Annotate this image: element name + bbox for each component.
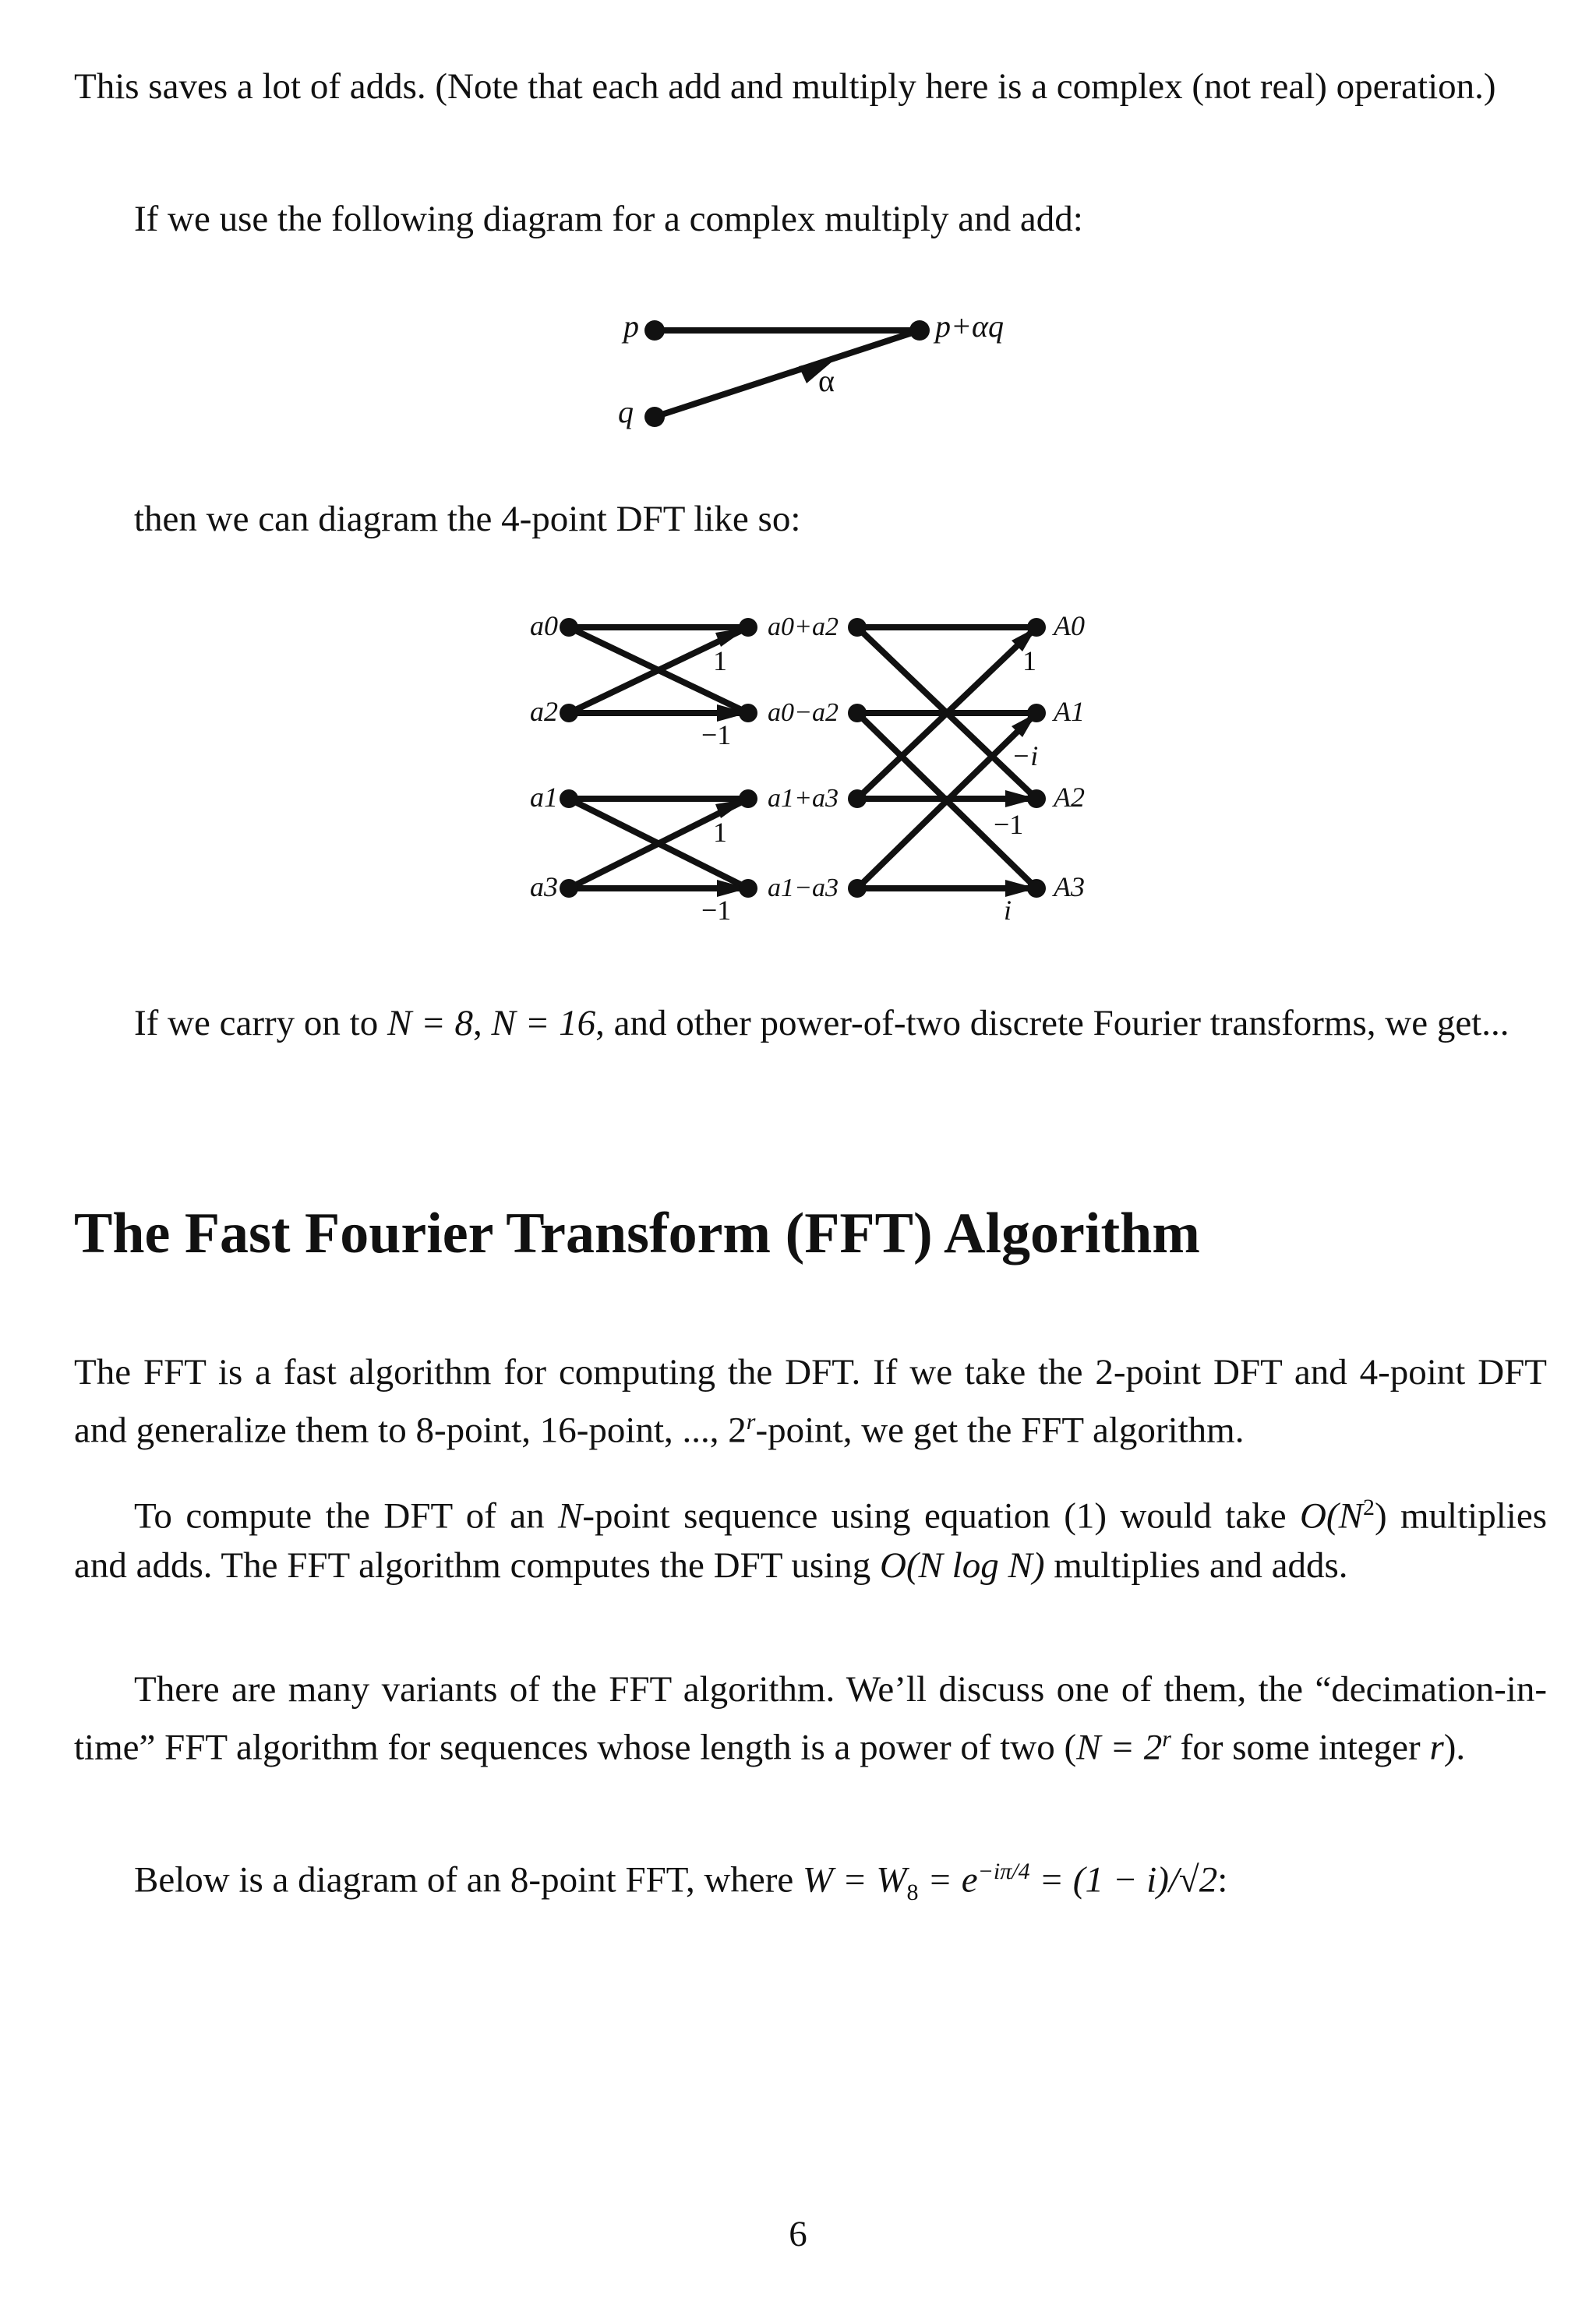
output-label: A0 <box>1054 610 1085 641</box>
text-fragment: ) <box>1374 1495 1387 1537</box>
text-fragment: , <box>473 1003 492 1043</box>
output-label: A1 <box>1054 696 1085 727</box>
text-fragment: The FFT is a fast algorithm for computing the DFT. If we take the 2-point DFT and 4-point DFT and generalize them to 8-point, 16-point, ..., 2 <box>74 1352 1547 1451</box>
weight-label: i <box>1004 895 1012 926</box>
node <box>560 789 578 808</box>
middle-label: a0+a2 <box>768 612 839 641</box>
subscript-8: 8 <box>906 1880 919 1906</box>
weight-label: 1 <box>713 817 727 848</box>
node <box>848 879 867 898</box>
paragraph-8point-intro <box>74 1847 1547 1917</box>
math-n-eq-2: N = 2 <box>1076 1727 1163 1768</box>
text-fragment: for some integer <box>1171 1727 1430 1768</box>
middle-label: a0−a2 <box>768 698 839 727</box>
paragraph-diagram-intro <box>74 195 1547 244</box>
text-fragment: : <box>1217 1859 1228 1901</box>
weight-label: 1 <box>1022 645 1036 676</box>
multiply-add-diagram <box>0 296 1596 452</box>
node <box>1027 879 1046 898</box>
node <box>1027 618 1046 637</box>
node <box>1027 704 1046 722</box>
math-n: N <box>558 1495 583 1537</box>
label-p: p <box>623 309 639 344</box>
text-fragment: -point sequence using equation (1) would take <box>582 1495 1300 1537</box>
weight-label: −i <box>1012 740 1039 771</box>
node-q <box>644 407 665 427</box>
input-label: a0 <box>530 610 558 641</box>
node <box>560 704 578 722</box>
superscript-r: r <box>1162 1726 1171 1752</box>
paragraph-adds-note <box>74 62 1547 111</box>
paragraph-complexity <box>74 1483 1547 1590</box>
input-label: a1 <box>530 782 558 813</box>
node-p <box>644 320 665 341</box>
weight-label: 1 <box>713 645 727 676</box>
node <box>739 879 757 898</box>
node <box>560 879 578 898</box>
input-label: a2 <box>530 696 558 727</box>
weight-label: −1 <box>994 809 1024 840</box>
text-fragment: If we carry on to <box>134 1003 387 1043</box>
output-label: A2 <box>1054 782 1085 813</box>
paragraph-dft-intro <box>74 495 1547 544</box>
superscript-exponent: −iπ/4 <box>977 1859 1030 1884</box>
paragraph-text: If we use the following diagram for a complex multiply and add: <box>134 199 1083 239</box>
weight-label: −1 <box>701 719 732 750</box>
text-fragment: , and other power-of-two discrete Fourier transforms, we get... <box>595 1003 1509 1043</box>
math-w-eq: W = W <box>803 1859 907 1901</box>
label-result: p+αq <box>935 309 1004 344</box>
math-eq-e: = e <box>918 1859 978 1901</box>
edge-q <box>655 330 920 417</box>
text-fragment: Below is a diagram of an 8-point FFT, where <box>134 1859 803 1901</box>
text-fragment: There are many variants of the FFT algorithm. We’ll discuss one of them, the “decimation-in-time” FFT algorithm for sequences whose length is a power of two ( <box>74 1669 1547 1768</box>
math-o-nlogn: O(N log N) <box>879 1544 1045 1586</box>
superscript-r: r <box>746 1409 756 1435</box>
paragraph-carry-on <box>74 999 1547 1048</box>
node <box>848 618 867 637</box>
paragraph-text: then we can diagram the 4-point DFT like so: <box>134 499 801 539</box>
text-fragment: ). <box>1443 1727 1466 1768</box>
node-result <box>909 320 930 341</box>
node <box>739 704 757 722</box>
node <box>739 789 757 808</box>
weight-label: −1 <box>701 895 732 926</box>
middle-label: a1−a3 <box>768 874 839 902</box>
input-label: a3 <box>530 871 558 902</box>
label-q: q <box>618 394 634 429</box>
text-fragment: multiplies and adds. <box>1044 1544 1348 1586</box>
node <box>848 789 867 808</box>
paragraph-variants <box>74 1665 1547 1773</box>
output-label: A3 <box>1054 871 1085 902</box>
math-n-eq-16: N = 16 <box>491 1003 596 1043</box>
paragraph-fft-intro <box>74 1348 1547 1456</box>
section-heading: The Fast Fourier Transform (FFT) Algorithm <box>74 1202 1200 1265</box>
dft4-diagram <box>0 600 1596 927</box>
node <box>739 618 757 637</box>
math-o-n2: O(N <box>1299 1495 1363 1537</box>
math-eq-sqrt: = (1 − i)/√2 <box>1029 1859 1218 1901</box>
node <box>1027 789 1046 808</box>
math-r: r <box>1429 1727 1444 1768</box>
node <box>560 618 578 637</box>
text-fragment: To compute the DFT of an <box>134 1495 559 1537</box>
superscript-2: 2 <box>1362 1495 1375 1520</box>
text-fragment: -point, we get the FFT algorithm. <box>755 1410 1245 1451</box>
page-number: 6 <box>789 2214 807 2254</box>
label-alpha: α <box>818 363 835 398</box>
middle-label: a1+a3 <box>768 784 839 813</box>
math-n-eq-8: N = 8 <box>387 1003 474 1043</box>
text-fragment: multiplies and adds. The FFT algorithm computes the DFT using <box>74 1495 1547 1586</box>
node <box>848 704 867 722</box>
paragraph-text: This saves a lot of adds. (Note that each add and multiply here is a complex (not real) operation.) <box>74 66 1496 107</box>
